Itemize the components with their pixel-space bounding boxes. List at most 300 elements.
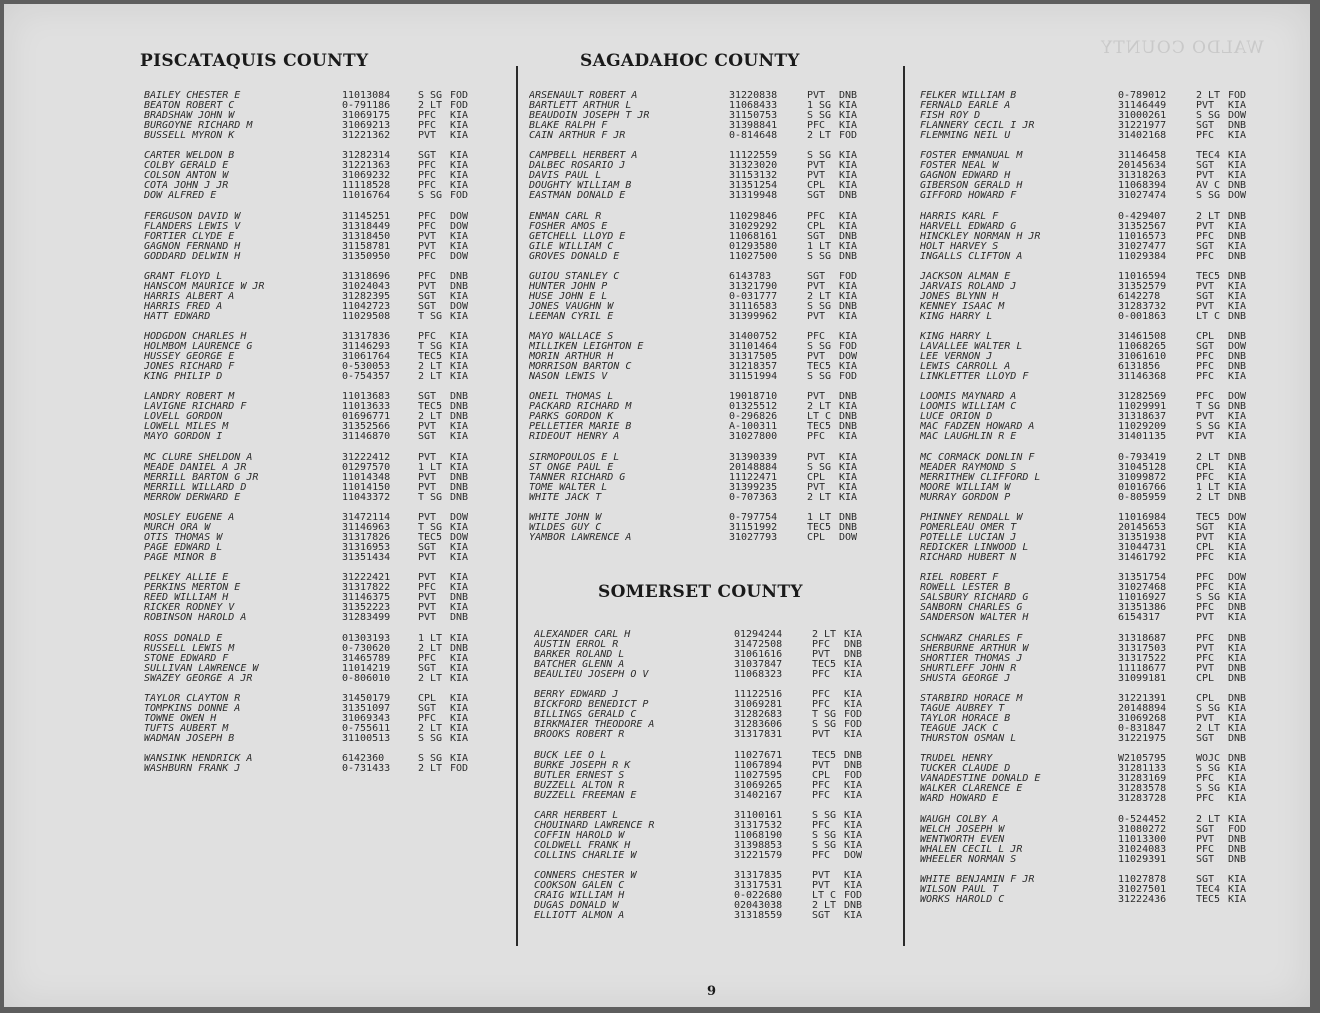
status-code: KIA — [839, 452, 858, 463]
serial-number: 31282683 — [734, 710, 783, 721]
serial-number: 31398841 — [729, 121, 778, 131]
status-code: DNB — [1228, 362, 1247, 373]
status-code: KIA — [450, 663, 469, 674]
roster-row — [534, 650, 874, 660]
serial-number: 11027500 — [729, 251, 778, 262]
status-code: FOD — [450, 91, 469, 101]
serial-number: 31352566 — [342, 422, 391, 433]
status-code: DNB — [839, 523, 858, 534]
status-code: KIA — [844, 810, 863, 821]
rank: SGT — [418, 291, 437, 302]
status-code: KIA — [839, 161, 858, 172]
rank: PFC — [418, 181, 437, 192]
rank: SGT — [1196, 874, 1215, 885]
serial-number: 31461792 — [1118, 553, 1167, 564]
soldier-name: WORKS HAROLD C — [920, 894, 1005, 905]
soldier-name: LOWELL MILES M — [144, 422, 229, 433]
rank: SGT — [1196, 523, 1215, 534]
roster-row — [920, 825, 1258, 835]
soldier-name: BUSSELL MYRON K — [144, 131, 235, 141]
roster-row — [920, 121, 1258, 131]
status-code: KIA — [839, 101, 858, 111]
status-code: KIA — [839, 432, 858, 443]
status-code: DNB — [1228, 733, 1247, 744]
serial-number: 31222421 — [342, 573, 391, 584]
rank: PVT — [1196, 533, 1215, 544]
serial-number: 31069268 — [1118, 713, 1167, 724]
roster-row — [920, 553, 1258, 563]
serial-number: 6143783 — [729, 271, 772, 282]
rank: PFC — [418, 161, 437, 172]
roster-row — [920, 714, 1258, 724]
soldier-name: SALSBURY RICHARD G — [920, 593, 1029, 604]
rank: PFC — [812, 850, 831, 861]
status-code: DOW — [450, 513, 469, 524]
soldier-name: RUSSELL LEWIS M — [144, 643, 235, 654]
soldier-name: GETCHELL LLOYD E — [529, 231, 626, 242]
rank: PVT — [418, 513, 437, 524]
serial-number: 31146293 — [342, 342, 391, 353]
serial-number: 11016927 — [1118, 593, 1167, 604]
status-code: DNB — [1228, 492, 1247, 503]
roster-group — [529, 151, 869, 201]
roster-group — [920, 332, 1258, 382]
soldier-name: BUZZELL ALTON R — [534, 780, 625, 791]
rank: PVT — [1196, 663, 1215, 674]
status-code: DNB — [1228, 251, 1247, 262]
roster-row — [920, 91, 1258, 101]
status-code: DNB — [839, 412, 858, 423]
roster-row — [534, 831, 874, 841]
rank: PFC — [812, 700, 831, 711]
rank: 1 LT — [807, 241, 832, 252]
roster-page — [4, 4, 1310, 1007]
status-code: KIA — [450, 583, 469, 594]
serial-number: 01325512 — [729, 402, 778, 413]
soldier-name: DAVIS PAUL L — [529, 171, 602, 182]
roster-row — [920, 493, 1258, 503]
soldier-name: SHERBURNE ARTHUR W — [920, 643, 1029, 654]
rank: 2 LT — [418, 643, 443, 654]
serial-number: 31318696 — [342, 271, 391, 282]
rank: S SG — [1196, 191, 1221, 202]
serial-number: 31099872 — [1118, 472, 1167, 483]
serial-number: 31283606 — [734, 720, 783, 731]
status-code: KIA — [844, 871, 863, 882]
rank: T SG — [418, 492, 443, 503]
serial-number: 31027800 — [729, 432, 778, 443]
status-code: DNB — [844, 750, 863, 761]
status-code: KIA — [1228, 794, 1247, 805]
serial-number: 11014150 — [342, 482, 391, 493]
serial-number: 0-731433 — [342, 764, 391, 775]
rank: SGT — [1196, 854, 1215, 865]
soldier-name: THURSTON OSMAN L — [920, 733, 1017, 744]
rank: PFC — [418, 251, 437, 262]
serial-number: 0-806010 — [342, 673, 391, 684]
roster-row — [144, 392, 480, 402]
serial-number: 6154317 — [1118, 613, 1161, 624]
soldier-name: WILDES GUY C — [529, 523, 602, 534]
roster-row — [534, 911, 874, 921]
soldier-name: HUSE JOHN E L — [529, 291, 608, 302]
rank: S SG — [812, 840, 837, 851]
serial-number: 11029991 — [1118, 402, 1167, 413]
status-code: KIA — [1228, 422, 1247, 433]
rank: S SG — [1196, 764, 1221, 775]
rank: 2 LT — [807, 492, 832, 503]
roster-row — [920, 674, 1258, 684]
soldier-name: GODDARD DELWIN H — [144, 251, 241, 262]
serial-number: 31450179 — [342, 693, 391, 704]
status-code: KIA — [844, 840, 863, 851]
rank: PFC — [1196, 603, 1215, 614]
status-code: KIA — [839, 462, 858, 473]
serial-number: 11118528 — [342, 181, 391, 192]
soldier-name: GUIOU STANLEY C — [529, 271, 620, 282]
rank: PFC — [1196, 774, 1215, 785]
serial-number: 31221363 — [342, 161, 391, 172]
roster-row — [920, 422, 1258, 432]
soldier-name: VANADESTINE DONALD E — [920, 774, 1041, 785]
roster-row — [144, 724, 480, 734]
roster-row — [534, 670, 874, 680]
roster-row — [144, 583, 480, 593]
status-code: KIA — [1228, 372, 1247, 383]
serial-number: 31402168 — [1118, 131, 1167, 141]
rank: S SG — [418, 91, 443, 101]
rank: S SG — [812, 830, 837, 841]
soldier-name: TANNER RICHARD G — [529, 472, 626, 483]
rank: PFC — [418, 583, 437, 594]
roster-row — [534, 821, 874, 831]
status-code: DNB — [1228, 452, 1247, 463]
rank: TEC4 — [1196, 884, 1221, 895]
roster-row — [144, 764, 480, 774]
soldier-name: WHITE BENJAMIN F JR — [920, 874, 1035, 885]
roster-row — [144, 232, 480, 242]
status-code: KIA — [450, 633, 469, 644]
roster-group — [144, 634, 480, 684]
soldier-name: MORIN ARTHUR H — [529, 352, 614, 363]
rank: CPL — [1196, 462, 1215, 473]
status-code: DNB — [1228, 211, 1247, 222]
soldier-name: FOSHER AMOS E — [529, 221, 608, 232]
rank: PFC — [1196, 573, 1215, 584]
serial-number: 11027671 — [734, 750, 783, 761]
status-code: DNB — [450, 281, 469, 292]
status-code: KIA — [450, 703, 469, 714]
roster-row — [920, 101, 1258, 111]
status-code: KIA — [839, 492, 858, 503]
serial-number: 31317532 — [734, 820, 783, 831]
serial-number: 31399962 — [729, 311, 778, 322]
serial-number: 0-797754 — [729, 513, 778, 524]
serial-number: 31145251 — [342, 211, 391, 222]
status-code: DOW — [844, 850, 863, 861]
soldier-name: EASTMAN DONALD E — [529, 191, 626, 202]
column-divider-right — [903, 66, 905, 946]
rank: PFC — [1196, 553, 1215, 564]
status-code: DNB — [1228, 352, 1247, 363]
status-code: KIA — [1228, 131, 1247, 141]
rank: 2 LT — [1196, 723, 1221, 734]
soldier-name: SANBORN CHARLES G — [920, 603, 1023, 614]
soldier-name: SWAZEY GEORGE A JR — [144, 673, 253, 684]
status-code: KIA — [1228, 101, 1247, 111]
soldier-name: LEEMAN CYRIL E — [529, 311, 614, 322]
soldier-name: PACKARD RICHARD M — [529, 402, 632, 413]
soldier-name: FELKER WILLIAM B — [920, 91, 1017, 101]
serial-number: 31100161 — [734, 810, 783, 821]
soldier-name: KENNEY ISAAC M — [920, 301, 1005, 312]
status-code: KIA — [844, 700, 863, 711]
serial-number: 31317831 — [734, 730, 783, 741]
serial-number: 31222412 — [342, 452, 391, 463]
serial-number: 0-754357 — [342, 372, 391, 383]
roster-row — [144, 422, 480, 432]
status-code: DNB — [1228, 332, 1247, 343]
soldier-name: WHALEN CECIL L JR — [920, 844, 1023, 855]
roster-row — [144, 473, 480, 483]
soldier-name: JONES BLYNN H — [920, 291, 999, 302]
serial-number: 11029508 — [342, 311, 391, 322]
rank: CPL — [1196, 673, 1215, 684]
serial-number: 31398853 — [734, 840, 783, 851]
roster-row — [529, 473, 869, 483]
soldier-name: PARKS GORDON K — [529, 412, 614, 423]
rank: 2 LT — [807, 402, 832, 413]
rank: SGT — [418, 432, 437, 443]
rank: 2 LT — [1196, 814, 1221, 825]
soldier-name: CONNERS CHESTER W — [534, 871, 637, 882]
rank: PVT — [807, 91, 826, 101]
status-code: DNB — [1228, 402, 1247, 413]
rank: SGT — [807, 231, 826, 242]
roster-row — [534, 640, 874, 650]
roster-row — [144, 362, 480, 372]
roster-row — [920, 111, 1258, 121]
roster-row — [529, 272, 869, 282]
rank: PFC — [807, 121, 826, 131]
serial-number: 11029846 — [729, 211, 778, 222]
serial-number: 31151992 — [729, 523, 778, 534]
serial-number: 31146368 — [1118, 372, 1167, 383]
status-code: KIA — [450, 673, 469, 684]
rank: S SG — [1196, 593, 1221, 604]
serial-number: 31069232 — [342, 171, 391, 182]
serial-number: 31221977 — [1118, 121, 1167, 131]
serial-number: 11122559 — [729, 151, 778, 162]
soldier-name: COLDWELL FRANK H — [534, 840, 631, 851]
status-code: KIA — [450, 653, 469, 664]
roster-row — [144, 734, 480, 744]
soldier-name: BILLINGS GERALD C — [534, 710, 637, 721]
serial-number: 01297570 — [342, 462, 391, 473]
soldier-name: HATT EDWARD — [144, 311, 211, 322]
serial-number: 31218357 — [729, 362, 778, 373]
serial-number: 31283499 — [342, 613, 391, 624]
serial-number: 31221362 — [342, 131, 391, 141]
status-code: KIA — [1228, 653, 1247, 664]
status-code: FOD — [844, 720, 863, 731]
roster-row — [534, 761, 874, 771]
status-code: KIA — [450, 754, 469, 765]
rank: PFC — [807, 432, 826, 443]
roster-group — [920, 694, 1258, 744]
serial-number: 11122516 — [734, 690, 783, 701]
status-code: KIA — [450, 171, 469, 182]
rank: PFC — [418, 271, 437, 282]
rank: S SG — [418, 754, 443, 765]
roster-row — [144, 533, 480, 543]
rank: PVT — [418, 281, 437, 292]
soldier-name: JONES VAUGHN W — [529, 301, 614, 312]
rank: PVT — [1196, 301, 1215, 312]
roster-row — [144, 483, 480, 493]
roster-row — [144, 372, 480, 382]
soldier-name: GAGNON EDWARD H — [920, 171, 1011, 182]
soldier-name: BARKER ROLAND L — [534, 650, 625, 660]
roster-row — [920, 724, 1258, 734]
serial-number: 31027501 — [1118, 884, 1167, 895]
soldier-name: ONEIL THOMAS L — [529, 392, 614, 403]
rank: PVT — [1196, 834, 1215, 845]
rank: TEC5 — [807, 523, 832, 534]
roster-row — [534, 771, 874, 781]
status-code: KIA — [844, 780, 863, 791]
rank: SGT — [1196, 824, 1215, 835]
status-code: DNB — [1228, 854, 1247, 865]
serial-number: 11067894 — [734, 760, 783, 771]
rank: 2 LT — [418, 412, 443, 423]
rank: S SG — [1196, 422, 1221, 433]
rank: S SG — [807, 342, 832, 353]
status-code: DNB — [1228, 754, 1247, 765]
rank: PVT — [418, 241, 437, 252]
soldier-name: CAIN ARTHUR F JR — [529, 131, 626, 141]
soldier-name: INGALLS CLIFTON A — [920, 251, 1023, 262]
soldier-name: HARRIS KARL F — [920, 211, 999, 222]
soldier-name: HARRIS FRED A — [144, 301, 223, 312]
rank: S SG — [1196, 784, 1221, 795]
roster-row — [144, 191, 480, 201]
rank: PVT — [1196, 171, 1215, 182]
soldier-name: JACKSON ALMAN E — [920, 271, 1011, 282]
status-code: KIA — [450, 422, 469, 433]
serial-number: 0-022680 — [734, 891, 783, 902]
rank: PVT — [1196, 432, 1215, 443]
roster-row — [529, 121, 869, 131]
soldier-name: COTA JOHN J JR — [144, 181, 229, 192]
roster-row — [144, 282, 480, 292]
rank: 2 LT — [418, 723, 443, 734]
rank: PVT — [418, 593, 437, 604]
rank: S SG — [812, 720, 837, 731]
roster-group — [144, 392, 480, 442]
serial-number: 31146963 — [342, 523, 391, 534]
rank: PVT — [418, 613, 437, 624]
status-code: KIA — [839, 171, 858, 182]
roster-row — [529, 282, 869, 292]
status-code: KIA — [1228, 583, 1247, 594]
rank: TEC5 — [418, 533, 443, 544]
serial-number: 31317835 — [734, 871, 783, 882]
soldier-name: GAGNON FERNAND H — [144, 241, 241, 252]
status-code: DOW — [450, 221, 469, 232]
serial-number: 31472114 — [342, 513, 391, 524]
soldier-name: MAYO WALLACE S — [529, 332, 614, 343]
status-code: DOW — [450, 211, 469, 222]
roster-row — [920, 835, 1258, 845]
roster-row — [534, 841, 874, 851]
rank: PFC — [812, 670, 831, 680]
rank: CPL — [807, 472, 826, 483]
serial-number: 31390339 — [729, 452, 778, 463]
roster-group — [920, 91, 1258, 141]
status-code: KIA — [450, 693, 469, 704]
roster-row — [144, 714, 480, 724]
serial-number: 11042723 — [342, 301, 391, 312]
soldier-name: MERRILL BARTON G JR — [144, 472, 259, 483]
rank: WOJC — [1196, 754, 1221, 765]
soldier-name: BERRY EDWARD J — [534, 690, 619, 701]
rank: PFC — [418, 653, 437, 664]
roster-row — [144, 513, 480, 523]
roster-row — [920, 232, 1258, 242]
serial-number: 31221391 — [1118, 693, 1167, 704]
roster-row — [529, 372, 869, 382]
roster-row — [144, 704, 480, 714]
rank: SGT — [807, 191, 826, 202]
status-code: DNB — [450, 492, 469, 503]
serial-number: 31027474 — [1118, 191, 1167, 202]
status-code: KIA — [844, 830, 863, 841]
roster-row — [534, 730, 874, 740]
serial-number: 11016984 — [1118, 513, 1167, 524]
rank: TEC5 — [1196, 513, 1221, 524]
roster-row — [920, 151, 1258, 161]
status-code: KIA — [839, 281, 858, 292]
status-code: KIA — [450, 291, 469, 302]
soldier-name: CHOUINARD LAWRENCE R — [534, 820, 655, 831]
soldier-name: MOORE WILLIAM W — [920, 482, 1011, 493]
soldier-name: LAVIGNE RICHARD F — [144, 402, 247, 413]
roster-row — [920, 764, 1258, 774]
status-code: KIA — [450, 603, 469, 614]
status-code: KIA — [1228, 703, 1247, 714]
status-code: KIA — [839, 121, 858, 131]
serial-number: 20148884 — [729, 462, 778, 473]
soldier-name: FERGUSON DAVID W — [144, 211, 241, 222]
rank: T SG — [418, 523, 443, 534]
serial-number: 31351754 — [1118, 573, 1167, 584]
rank: TEC5 — [812, 750, 837, 761]
roster-row — [529, 91, 869, 101]
serial-number: 31317836 — [342, 332, 391, 343]
status-code: KIA — [844, 660, 863, 670]
status-code: DNB — [844, 760, 863, 771]
status-code: KIA — [1228, 523, 1247, 534]
rank: S SG — [807, 301, 832, 312]
roster-row — [529, 171, 869, 181]
roster-row — [144, 573, 480, 583]
roster-group — [144, 694, 480, 744]
soldier-name: REED WILLIAM H — [144, 593, 229, 604]
piscataquis-roster — [144, 91, 480, 785]
serial-number: 0-814648 — [729, 131, 778, 141]
soldier-name: PHINNEY RENDALL W — [920, 513, 1023, 524]
